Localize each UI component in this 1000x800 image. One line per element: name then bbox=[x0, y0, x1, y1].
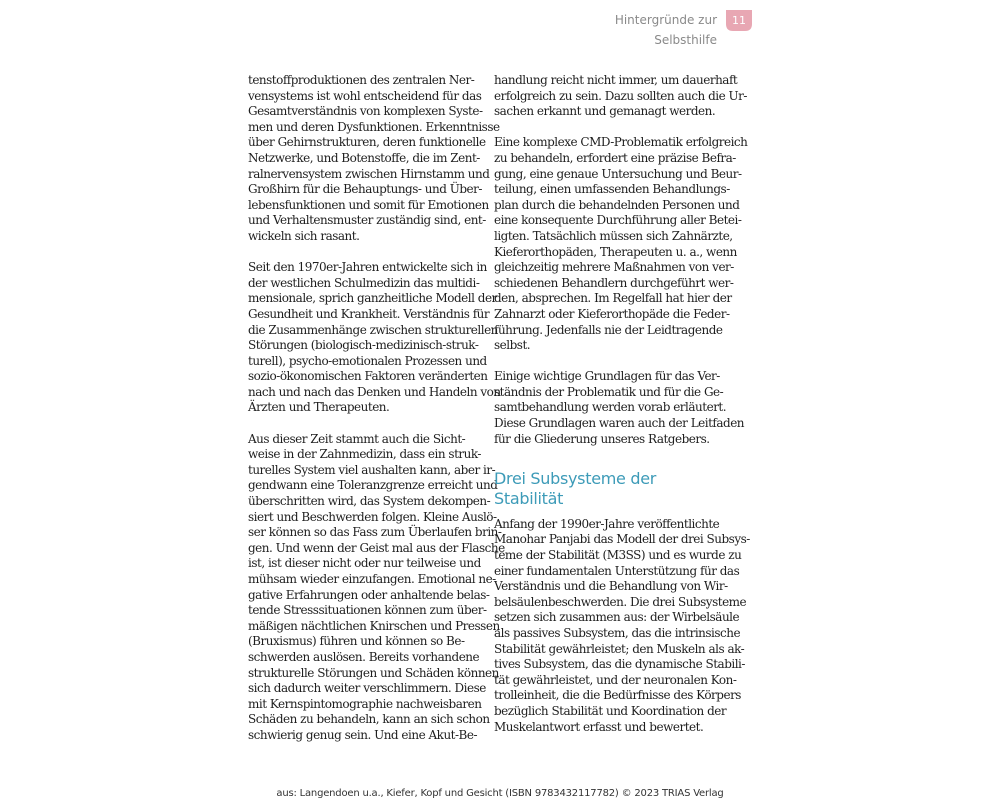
text-line: gleichzeitig mehrere Maßnahmen von ver- bbox=[494, 260, 734, 275]
paragraph bbox=[494, 135, 748, 353]
section-heading bbox=[494, 463, 726, 509]
text-line: tende Stresssituationen können zum über- bbox=[248, 603, 487, 618]
text-line: Gesundheit und Krankheit. Verständnis für bbox=[248, 306, 490, 321]
text-line: den, absprechen. Im Regelfall hat hier der bbox=[494, 291, 732, 306]
text-line: Zahnarzt oder Kieferorthopäde die Feder- bbox=[494, 306, 730, 321]
text-line: gen. Und wenn der Geist mal aus der Flasche bbox=[248, 540, 505, 555]
text-line: bezüglich Stabilität und Koordination der bbox=[494, 703, 727, 718]
text-line: Stabilität gewährleistet; den Muskeln als ak- bbox=[494, 641, 745, 656]
text-line: plan durch die behandelnden Personen und bbox=[494, 197, 740, 212]
text-line: und Verhaltensmuster zuständig sind, ent- bbox=[248, 213, 486, 228]
page-number-tab bbox=[726, 10, 752, 31]
text-line: tät gewährleistet, und der neuronalen Kon- bbox=[494, 672, 737, 687]
text-line: Verständnis und die Behandlung von Wir- bbox=[494, 579, 728, 594]
text-line: wickeln sich rasant. bbox=[248, 228, 360, 243]
text-line: erfolgreich zu sein. Dazu sollten auch die Ur- bbox=[494, 88, 747, 103]
text-line: tives Subsystem, das die dynamische Stabili- bbox=[494, 657, 745, 672]
text-line: führung. Jedenfalls nie der Leidtragende bbox=[494, 322, 723, 337]
text-line: ist, ist dieser nicht oder nur teilweise und bbox=[248, 556, 481, 571]
paragraph bbox=[494, 369, 745, 447]
text-line: nach und nach das Denken und Handeln von bbox=[248, 384, 501, 399]
text-line: Manohar Panjabi das Modell der drei Subsys- bbox=[494, 532, 750, 547]
text-line: Großhirn für die Behauptungs- und Über- bbox=[248, 182, 482, 197]
text-line: strukturelle Störungen und Schäden können bbox=[248, 665, 499, 680]
text-line: handlung reicht nicht immer, um dauerhaft bbox=[494, 73, 738, 87]
text-line: siert und Beschwerden folgen. Kleine Auslö- bbox=[248, 509, 497, 524]
text-line: Kieferorthopäden, Therapeuten u. a., wenn bbox=[494, 244, 737, 259]
text-line: mäßigen nächtlichen Knirschen und Pressen bbox=[248, 618, 500, 633]
text-line: sachen erkannt und gemanagt werden. bbox=[494, 104, 716, 119]
source-footer: aus: Langendoen u.a., Kiefer, Kopf und Gesicht (ISBN 9783432117782) © 2023 TRIAS Verlag bbox=[276, 788, 724, 799]
text-line: eine konsequente Durchführung aller Betei- bbox=[494, 213, 742, 228]
paragraph bbox=[494, 73, 747, 120]
text-line: vensystems ist wohl entscheidend für das bbox=[248, 88, 482, 103]
text-line: gendwann eine Toleranzgrenze erreicht und bbox=[248, 478, 498, 493]
text-line: gative Erfahrungen oder anhaltende belas- bbox=[248, 587, 490, 602]
paragraph bbox=[248, 73, 500, 245]
text-line: ligten. Tatsächlich müssen sich Zahnärzte, bbox=[494, 228, 733, 243]
paragraph bbox=[248, 431, 505, 744]
text-line: Netzwerke, und Botenstoffe, die im Zent- bbox=[248, 150, 480, 165]
text-line: selbst. bbox=[494, 338, 531, 353]
text-line: lebensfunktionen und somit für Emotionen bbox=[248, 197, 489, 212]
text-line: überschritten wird, das System dekompen- bbox=[248, 494, 491, 509]
text-line: Diese Grundlagen waren auch der Leitfaden bbox=[494, 416, 745, 431]
text-line: Ärzten und Therapeuten. bbox=[248, 400, 390, 415]
text-line: tenstoffproduktionen des zentralen Ner- bbox=[248, 73, 475, 87]
text-line: samtbehandlung werden vorab erläutert. bbox=[494, 400, 727, 415]
text-line: teilung, einen umfassenden Behandlungs- bbox=[494, 182, 730, 197]
text-line: sozio-ökonomischen Faktoren veränderten bbox=[248, 369, 488, 384]
text-line: teme der Stabilität (M3SS) und es wurde zu bbox=[494, 548, 742, 563]
text-line: Störungen (biologisch-medizinisch-struk- bbox=[248, 338, 479, 353]
text-line: Aus dieser Zeit stammt auch die Sicht- bbox=[248, 431, 466, 446]
text-line: gung, eine genaue Untersuchung und Beur- bbox=[494, 166, 742, 181]
text-line: belsäulenbeschwerden. Die drei Subsysteme bbox=[494, 594, 747, 609]
text-line: einer fundamentalen Unterstützung für das bbox=[494, 563, 740, 578]
text-line: mühsam wieder einzufangen. Emotional ne- bbox=[248, 572, 496, 586]
page-number: 11 bbox=[732, 14, 746, 27]
text-line: men und deren Dysfunktionen. Erkenntnisse bbox=[248, 119, 500, 134]
paragraph bbox=[248, 260, 501, 416]
text-line: die Zusammenhänge zwischen strukturellen bbox=[248, 322, 498, 337]
text-line: mit Kernspintomographie nachweisbaren bbox=[248, 696, 482, 711]
text-line: der westlichen Schulmedizin das multidi- bbox=[248, 275, 480, 290]
text-line: setzen sich zusammen aus: der Wirbelsäule bbox=[494, 610, 740, 625]
text-line: ralnervensystem zwischen Hirnstamm und bbox=[248, 166, 490, 181]
text-line: turelles System viel aushalten kann, aber ir- bbox=[248, 462, 496, 477]
text-line: für die Gliederung unseres Ratgebers. bbox=[494, 431, 710, 446]
text-line: über Gehirnstrukturen, deren funktionelle bbox=[248, 135, 486, 150]
left-column bbox=[248, 73, 505, 759]
text-line: ser können so das Fass zum Überlaufen brin- bbox=[248, 525, 502, 540]
text-line: schiedenen Behandlern durchgeführt wer- bbox=[494, 275, 734, 290]
section-heading-line: Drei Subsysteme der bbox=[494, 468, 657, 488]
text-line: Muskelantwort erfasst und bewertet. bbox=[494, 719, 704, 734]
text-line: trolleinheit, die die Bedürfnisse des Körpers bbox=[494, 688, 741, 703]
text-line: schwerden auslösen. Bereits vorhandene bbox=[248, 649, 480, 664]
text-line: Seit den 1970er-Jahren entwickelte sich in bbox=[248, 260, 487, 275]
text-line: Schäden zu behandeln, kann an sich schon bbox=[248, 712, 490, 727]
text-line: weise in der Zahnmedizin, dass ein struk- bbox=[248, 447, 481, 462]
text-line: als passives Subsystem, das die intrinsische bbox=[494, 626, 741, 640]
text-line: turell), psycho-emotionalen Prozessen und bbox=[248, 353, 487, 368]
text-line: Gesamtverständnis von komplexen Syste- bbox=[248, 104, 483, 119]
section-heading-line: Stabilität bbox=[494, 488, 564, 508]
right-column bbox=[494, 73, 750, 751]
text-line: sich dadurch weiter verschlimmern. Diese bbox=[248, 681, 486, 696]
paragraph bbox=[494, 516, 750, 735]
text-line: Einige wichtige Grundlagen für das Ver- bbox=[494, 369, 720, 384]
text-line: (Bruxismus) führen und können so Be- bbox=[248, 634, 465, 649]
text-line: mensionale, sprich ganzheitliche Modell der bbox=[248, 291, 497, 306]
text-line: Anfang der 1990er-Jahre veröffentlichte bbox=[494, 516, 720, 531]
text-line: ständnis der Problematik und für die Ge- bbox=[494, 384, 724, 399]
running-head bbox=[560, 10, 751, 47]
text-line: schwierig genug sein. Und eine Akut-Be- bbox=[248, 727, 478, 742]
text-line: zu behandeln, erfordert eine präzise Befra- bbox=[494, 150, 736, 165]
text-line: Eine komplexe CMD-Problematik erfolgreich bbox=[494, 135, 748, 150]
running-head-title: Hintergründe zur Selbsthilfe bbox=[614, 13, 717, 47]
